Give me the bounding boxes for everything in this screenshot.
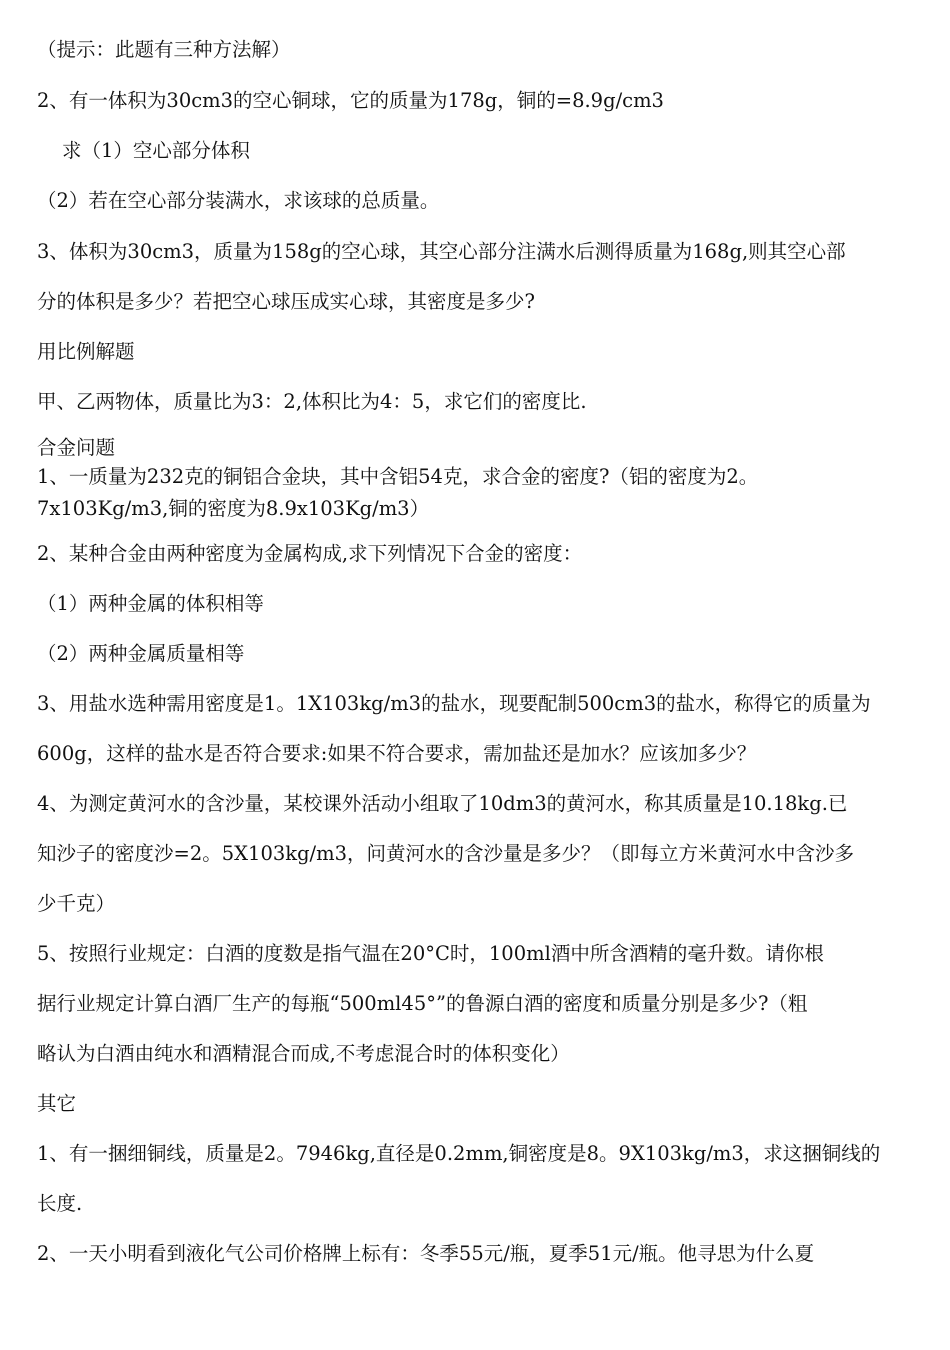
alloy-problem-4-line-3: 少千克）: [37, 892, 116, 915]
other-problem-1-line-2: 长度.: [37, 1192, 83, 1215]
problem-3-text-line-2: 分的体积是多少？若把空心球压成实心球，其密度是多少?: [37, 290, 535, 313]
alloy-problem-2-sub-1: （1）两种金属的体积相等: [37, 592, 264, 615]
section-heading-other: 其它: [37, 1092, 77, 1115]
other-problem-1-line-1: 1、有一捆细铜线，质量是2。7946kg,直径是0.2mm,铜密度是8。9X103kg/m3，求这捆铜线的: [37, 1142, 881, 1165]
other-problem-2-line-1: 2、一天小明看到液化气公司价格牌上标有：冬季55元/瓶，夏季51元/瓶。他寻思为什么夏: [37, 1242, 815, 1265]
problem-2-text: 2、有一体积为30cm3的空心铜球，它的质量为178g，铜的=8.9g/cm3: [37, 89, 664, 112]
alloy-problem-5-line-3: 略认为白酒由纯水和酒精混合而成,不考虑混合时的体积变化）: [37, 1042, 570, 1065]
alloy-problem-3-line-2: 600g，这样的盐水是否符合要求:如果不符合要求，需加盐还是加水？应该加多少？: [37, 742, 757, 765]
problem-2-sub-1: 求（1）空心部分体积: [62, 139, 250, 162]
alloy-problem-3-line-1: 3、用盐水选种需用密度是1。1X103kg/m3的盐水，现要配制500cm3的盐水，称得它的质量为: [37, 692, 871, 715]
alloy-problem-4-line-2: 知沙子的密度沙=2。5X103kg/m3，问黄河水的含沙量是多少？（即每立方米黄河水中含沙多: [37, 842, 855, 865]
alloy-problem-2-text: 2、某种合金由两种密度为金属构成,求下列情况下合金的密度：: [37, 542, 583, 565]
section-heading-alloy: 合金问题: [37, 436, 116, 459]
alloy-problem-2-sub-2: （2）两种金属质量相等: [37, 642, 245, 665]
section-heading-ratio: 用比例解题: [37, 340, 135, 363]
hint-line: （提示：此题有三种方法解）: [37, 38, 291, 61]
alloy-problem-5-line-2: 据行业规定计算白酒厂生产的每瓶“500ml45°”的鲁源白酒的密度和质量分别是多少?（粗: [37, 992, 808, 1015]
problem-2-sub-2: （2）若在空心部分装满水，求该球的总质量。: [37, 189, 440, 212]
alloy-problem-1-line-1: 1、一质量为232克的铜铝合金块，其中含铝54克，求合金的密度?（铝的密度为2。: [37, 465, 759, 488]
alloy-problem-4-line-1: 4、为测定黄河水的含沙量，某校课外活动小组取了10dm3的黄河水，称其质量是10.18kg.已: [37, 792, 848, 815]
ratio-problem-text: 甲、乙两物体，质量比为3：2,体积比为4：5，求它们的密度比.: [37, 390, 587, 413]
problem-3-text-line-1: 3、体积为30cm3，质量为158g的空心球，其空心部分注满水后测得质量为168g,则其空心部: [37, 240, 846, 263]
alloy-problem-5-line-1: 5、按照行业规定：白酒的度数是指气温在20°C时，100ml酒中所含酒精的毫升数。请你根: [37, 942, 824, 965]
alloy-problem-1-line-2: 7x103Kg/m3,铜的密度为8.9x103Kg/m3）: [37, 497, 430, 520]
